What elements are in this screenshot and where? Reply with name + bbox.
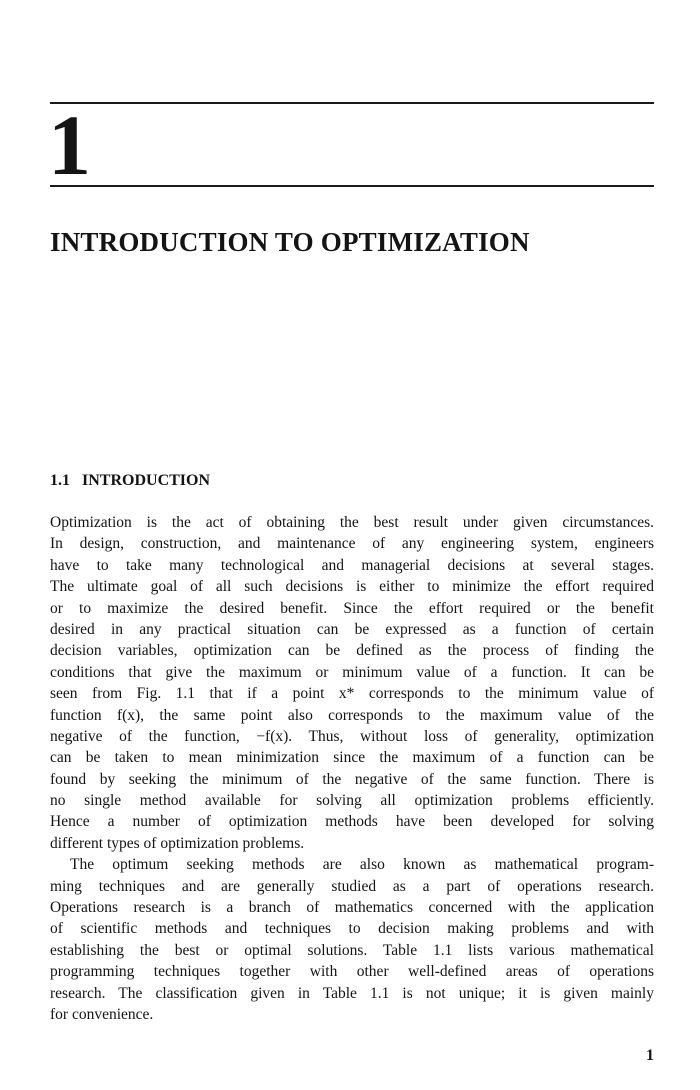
body-line: Hence a number of optimization methods have been developed for solving bbox=[50, 813, 654, 831]
body-text bbox=[50, 512, 654, 1025]
body-line: The optimum seeking methods are also known as mathematical program- bbox=[70, 856, 654, 874]
body-line: or to maximize the desired benefit. Since the effort required or the benefit bbox=[50, 599, 654, 617]
chapter-bottom-rule bbox=[50, 185, 654, 187]
page-number: 1 bbox=[646, 1047, 654, 1064]
body-line: The ultimate goal of all such decisions is either to minimize the effort required bbox=[50, 578, 654, 596]
body-line: for convenience. bbox=[50, 1005, 154, 1023]
body-line: desired in any practical situation can be expressed as a function of certain bbox=[50, 620, 654, 638]
body-line: no single method available for solving all optimization problems efficiently. bbox=[50, 792, 654, 810]
section-number: 1.1 bbox=[50, 472, 70, 489]
section-heading bbox=[50, 470, 210, 492]
body-line: establishing the best or optimal solutions. Table 1.1 lists various mathematical bbox=[50, 941, 654, 959]
body-line: programming techniques together with other well-defined areas of operations bbox=[50, 963, 654, 981]
body-line: function f(x), the same point also corresponds to the maximum value of the bbox=[50, 706, 654, 724]
chapter-number: 1 bbox=[48, 97, 89, 193]
body-line: can be taken to mean minimization since the maximum of a function can be bbox=[50, 749, 654, 767]
body-line: decision variables, optimization can be defined as the process of finding the bbox=[50, 642, 654, 660]
body-line: ming techniques and are generally studied as a part of operations research. bbox=[50, 877, 654, 895]
body-line: In design, construction, and maintenance of any engineering system, engineers bbox=[50, 535, 654, 553]
body-line: conditions that give the maximum or minimum value of a function. It can be bbox=[50, 663, 654, 681]
chapter-title: INTRODUCTION TO OPTIMIZATION bbox=[50, 227, 530, 257]
section-title: INTRODUCTION bbox=[82, 472, 211, 489]
body-line: Operations research is a branch of mathematics concerned with the application bbox=[50, 899, 654, 917]
body-line: have to take many technological and managerial decisions at several stages. bbox=[50, 556, 654, 574]
body-line: Optimization is the act of obtaining the best result under given circumstances. bbox=[50, 514, 654, 531]
body-line: research. The classification given in Table 1.1 is not unique; it is given mainly bbox=[50, 984, 654, 1002]
body-line: of scientific methods and techniques to decision making problems and with bbox=[50, 920, 654, 938]
chapter-top-rule bbox=[50, 102, 654, 104]
body-line: seen from Fig. 1.1 that if a point x* corresponds to the minimum value of bbox=[50, 685, 654, 703]
body-line: negative of the function, −f(x). Thus, without loss of generality, optimization bbox=[50, 727, 654, 745]
body-line: different types of optimization problems. bbox=[50, 834, 305, 852]
body-line: found by seeking the minimum of the negative of the same function. There is bbox=[50, 770, 654, 788]
